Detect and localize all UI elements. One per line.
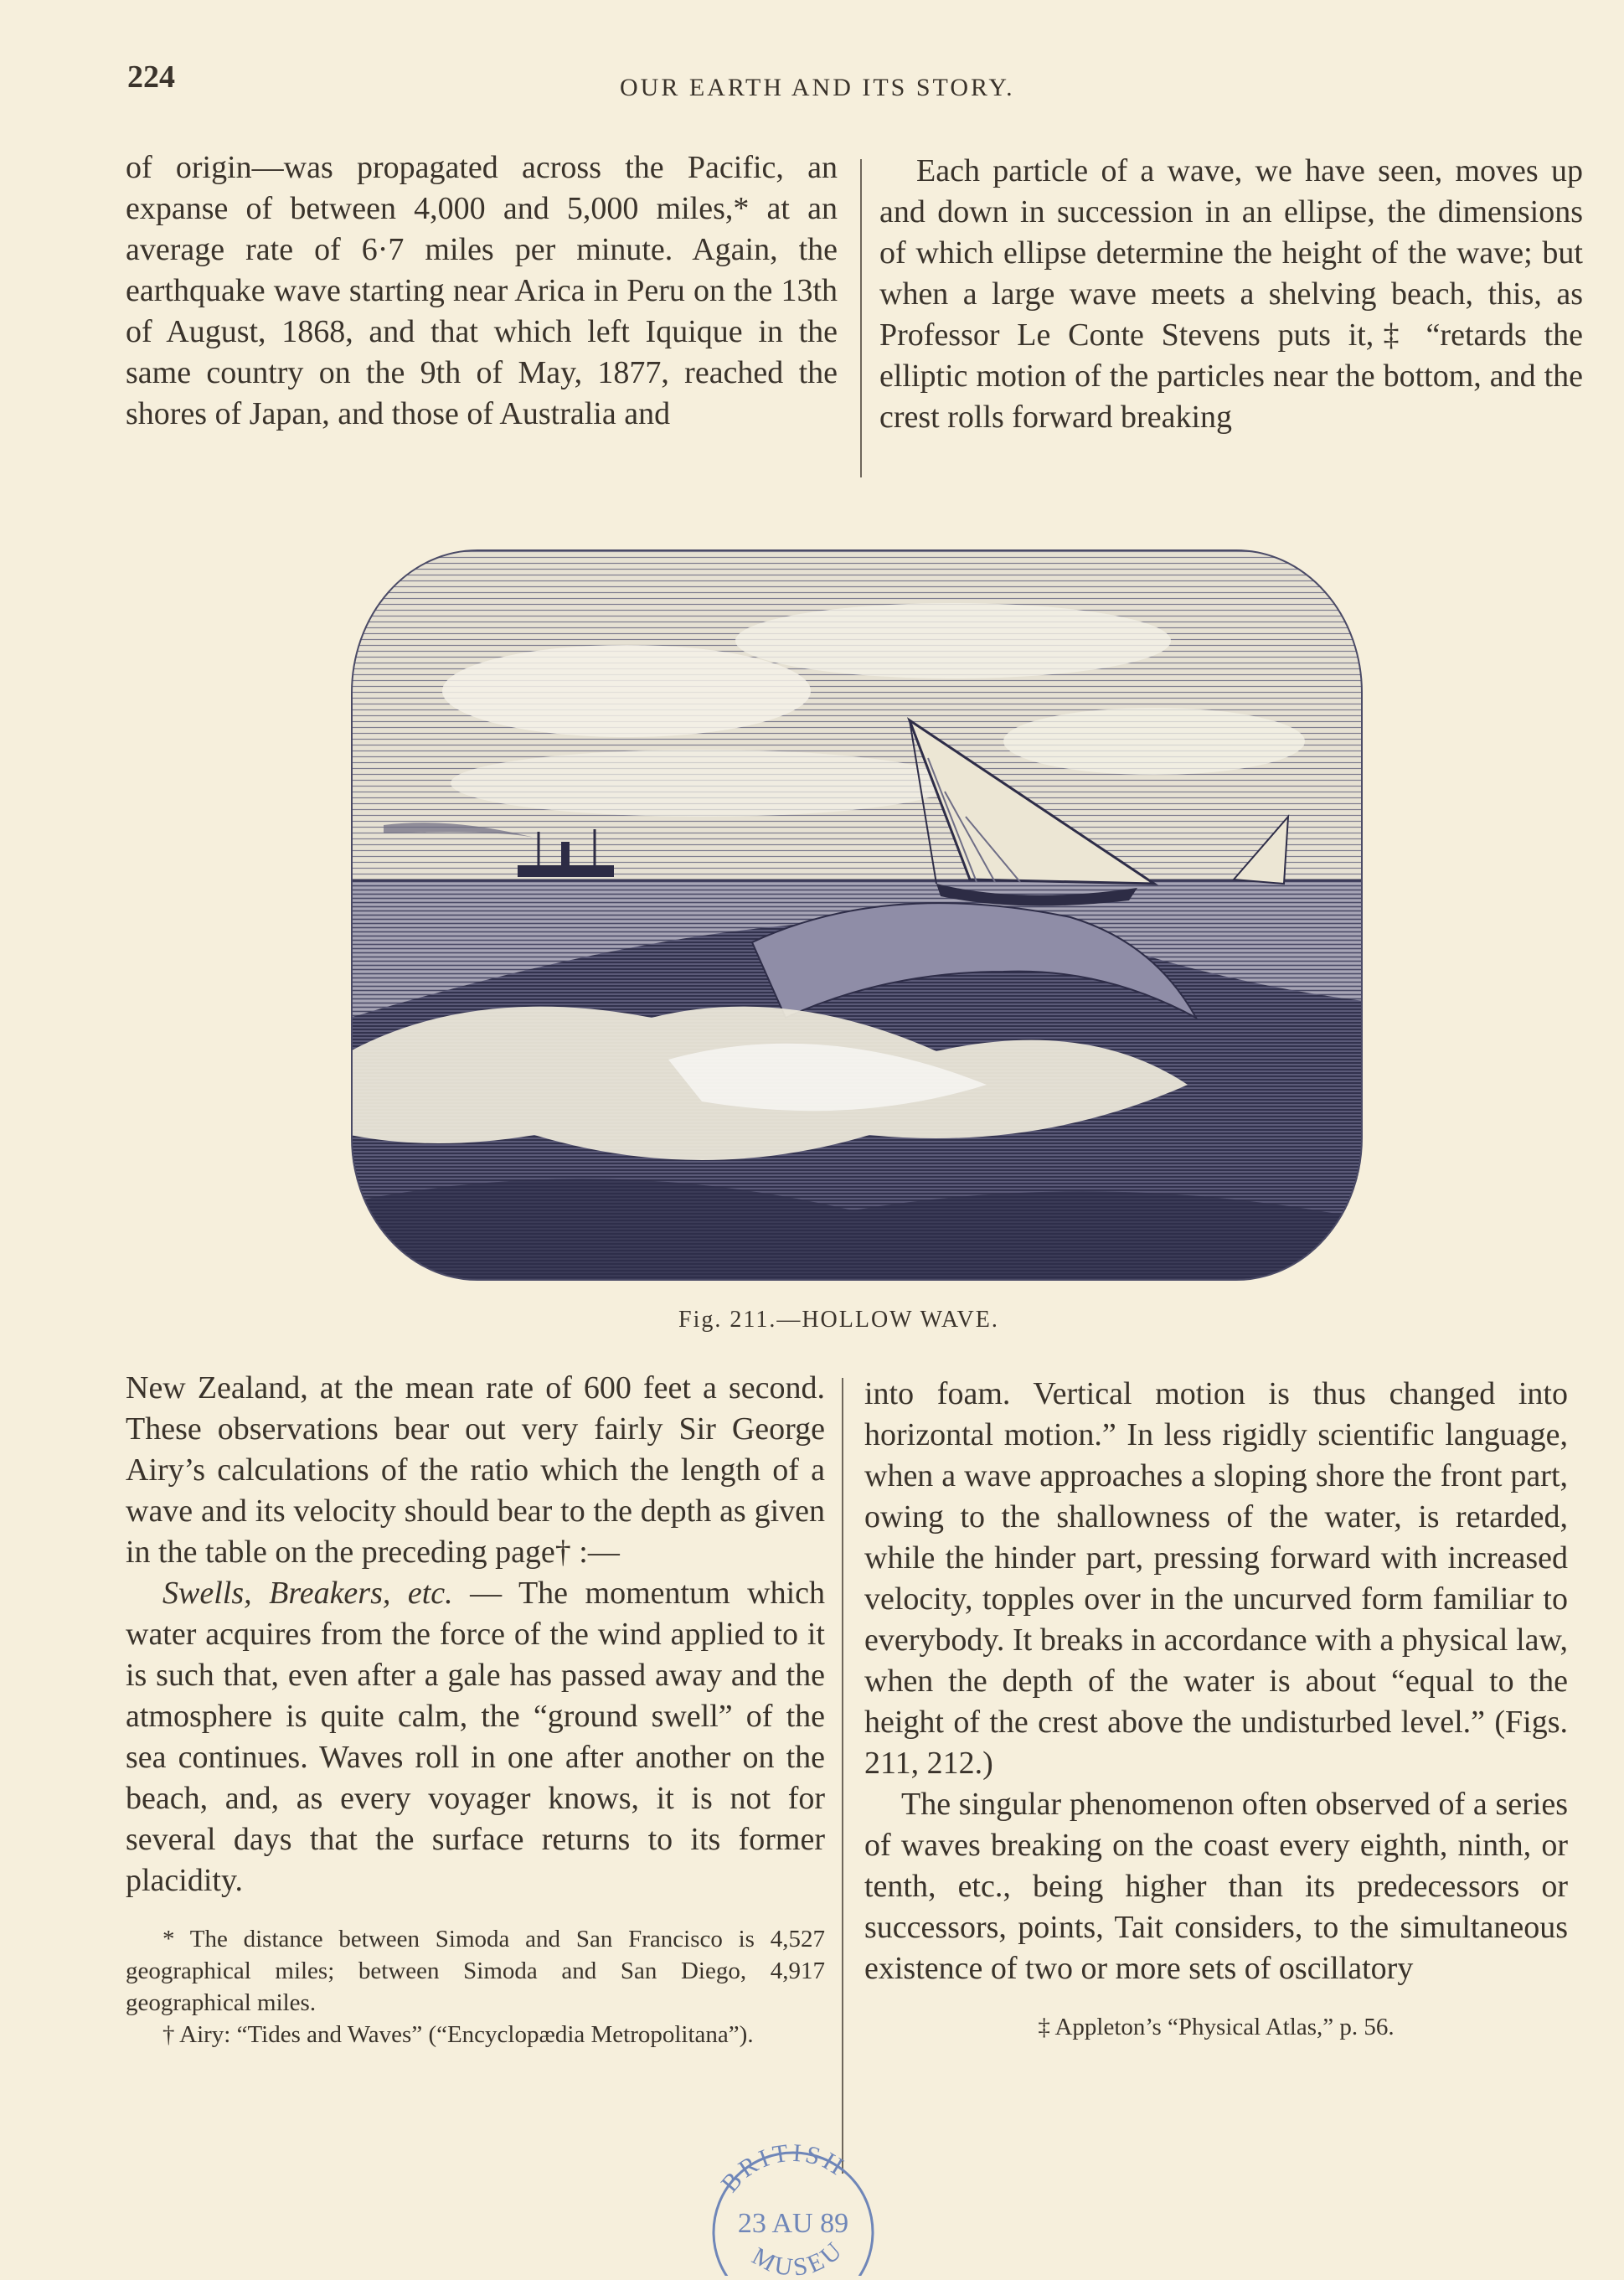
stamp-bottom-text: MUSEU [747, 2235, 850, 2276]
paragraph: The singular phenomenon often observed of a series of waves breaking on the coast every eighth, ninth, or tenth, etc., being higher than its predecessors or successors, points, Tait considers, to the simultaneous existence of two or more sets of oscillatory [864, 1787, 1568, 1986]
stamp-date: 23 AU 89 [737, 2208, 849, 2239]
footnotes [126, 1923, 825, 2050]
footnote: * The distance between Simoda and San Francisco is 4,527 geographical miles; between Simoda and San Diego, 4,917 geographical miles. [126, 1926, 825, 2016]
top-left-column [126, 147, 838, 435]
paragraph: New Zealand, at the mean rate of 600 feet a second. These observations bear out very fairly Sir George Airy’s calculations of the ratio which the length of a wave and its velocity should bear to the depth as given in the table on the preceding page† :— [126, 1370, 825, 1570]
top-right-column [879, 151, 1583, 438]
bottom-left-column [126, 1368, 825, 2050]
paragraph: into foam. Vertical motion is thus changed into horizontal motion.” In less rigidly scientific language, when a wave approaches a sloping shore the front part, owing to the shallowness of the water, is retarded, while the hinder part, pressing forward with increased velocity, topples over in the uncurved form familiar to everybody. It breaks in accordance with a physical law, when the depth of the water is about “equal to the height of the crest above the undisturbed level.” (Figs. 211, 212.) [864, 1376, 1568, 1781]
figure-caption: Fig. 211.—HOLLOW WAVE. [678, 1307, 999, 1333]
paragraph [126, 1573, 825, 1901]
hollow-wave-engraving [350, 549, 1364, 1282]
footnote: † Airy: “Tides and Waves” (“Encyclopædia Metropolitana”). [162, 2021, 754, 2048]
running-title: OUR EARTH AND ITS STORY. [620, 74, 1015, 101]
footnotes [864, 2011, 1568, 2043]
section-heading: Swells, Breakers, etc. [162, 1576, 453, 1611]
stamp-top-text: BRITISH [715, 2138, 851, 2198]
svg-text:BRITISH [716, 2139, 851, 2198]
paragraph: of origin—was propagated across the Pacific, an expanse of between 4,000 and 5,000 miles,* at an average rate of 6·7 miles per minute. Again, the earthquake wave starting near Arica in Peru on the 13th of August, 1868, and that which left Iquique in the same country on the 9th of May, 1877, reached the shores of Japan, and those of Australia and [126, 150, 838, 431]
column-rule [860, 159, 862, 477]
column-rule [842, 1378, 843, 2174]
bottom-right-column [864, 1374, 1568, 2043]
paragraph-body: — The momentum which water acquires from the force of the wind applied to it is such that, even after a gale has passed away and the atmosphere is quite calm, the “ground swell” of the sea continues. Waves roll in one after another on the beach, and, as every voyager knows, it is not for several days that the surface returns to its former placidity. [126, 1576, 826, 1898]
paragraph: Each particle of a wave, we have seen, moves up and down in succession in an ellipse, the dimensions of which ellipse determine the height of the wave; but when a large wave meets a shelving beach, this, as Professor Le Conte Stevens puts it,‡ “retards the elliptic motion of the particles near the bottom, and the crest rolls forward breaking [879, 153, 1583, 435]
page-number: 224 [127, 59, 175, 95]
british-museum-stamp [697, 2132, 889, 2276]
footnote: ‡ Appleton’s “Physical Atlas,” p. 56. [1038, 2014, 1395, 2040]
